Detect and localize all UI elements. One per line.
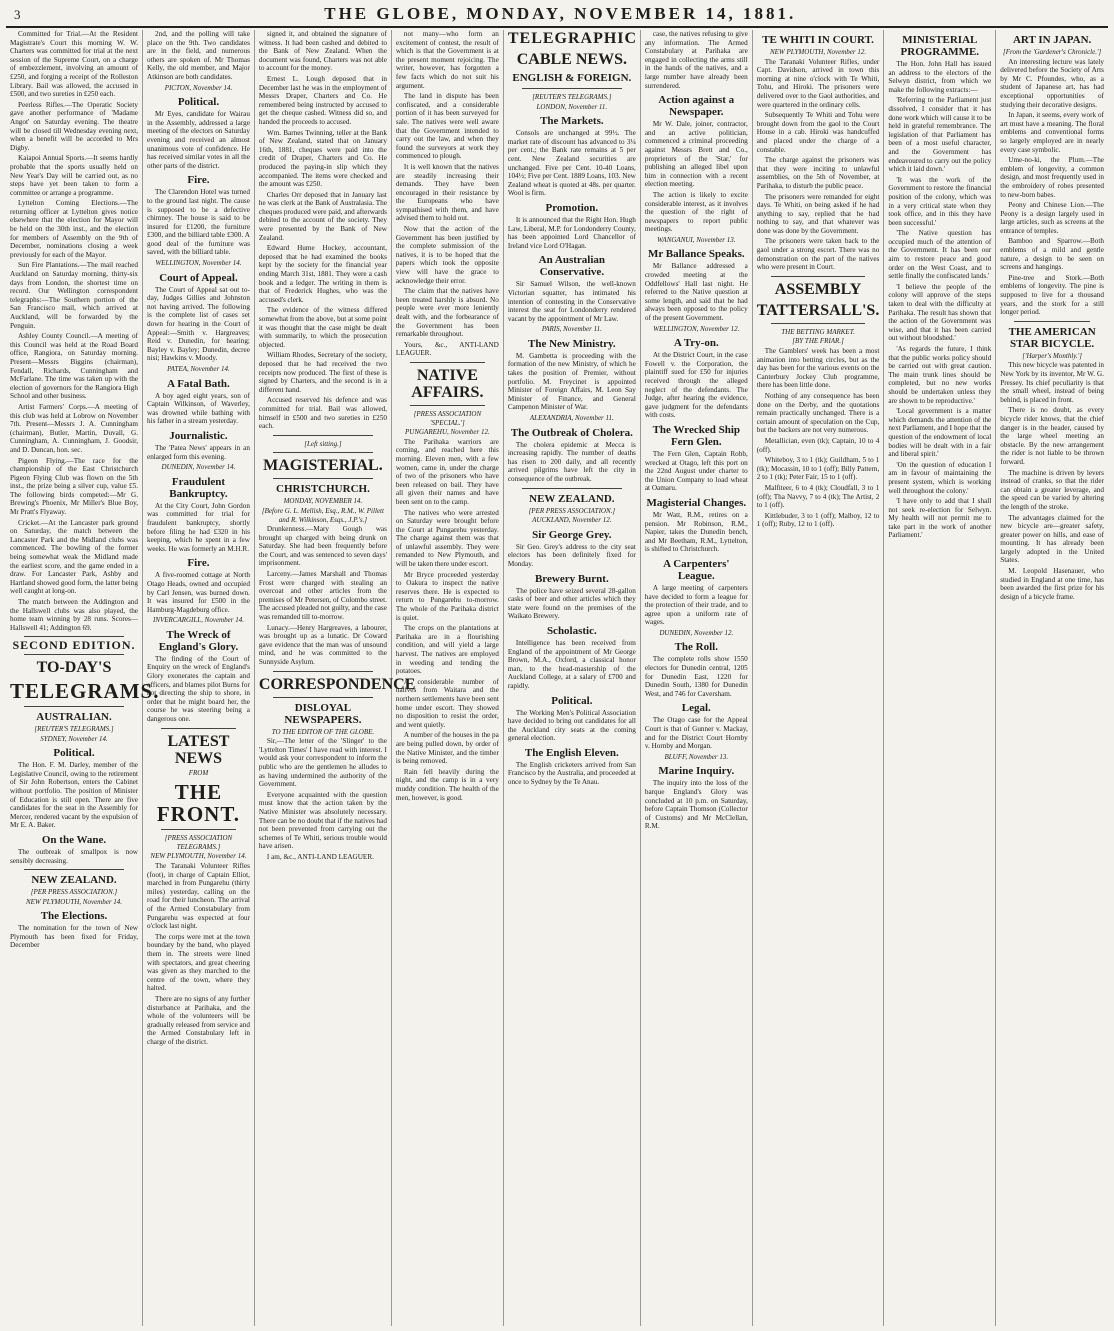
paragraph: Intelligence has been received from England of the appointment of Mr George Brown, M.A., Oxford, a classical honor man, to the head-mastership of the Auckland College, at a salary of £700 and rapidly. — [507, 638, 636, 690]
paragraph: The action is likely to excite considerable interest, as it involves the question of the right of newspapers to report public meetings. — [644, 190, 748, 234]
paragraph: The Taranaki Volunteer Rifles (foot), in charge of Captain Elliot, marched in from Pungarehu (thirty miles) yesterday, calling on the road for their luncheon. The arrival of the Armed Constabulary from Pungarehu was expected at four o'clock last night. — [147, 862, 250, 931]
paragraph: At the District Court, in the case Fowell v. the Corporation, the plaintiff sued for £50 for injuries received through the alleged neglect of the defendants. The Judge, after hearing the evidence, gave judgment for the defendants with costs. — [644, 351, 748, 420]
paragraph: Cricket.—At the Lancaster park ground on Saturday, the match between the Lancaster Park and the Midland clubs was commenced. The bowling of the former being somewhat weak the Midland made the earliest score, and the game ended in a draw. For Lancaster Park, Ashby and Hartland showed good form, the latter being well caught at long-on. — [10, 518, 138, 596]
paragraph: Malfiteer, 6 to 4 (tk); Cloudfall, 3 to 1 (off); Tha Navvy, 7 to 4 (tk); The Artist, 2 to 1 (off). — [756, 483, 880, 510]
column-2 — [143, 30, 255, 1326]
paragraph: M. Gambetta is proceeding with the formation of the new Ministry, of which he takes the position of Premier, without portfolio. M. Freycinet is appointed Minister of Foreign Affairs, M. Leon Say Minister of Finance, and General Campenon Minister of War. — [507, 351, 636, 412]
dateline: ['Harper's Monthly.'] — [1022, 351, 1082, 360]
paragraph: I am, &c., ANTI-LAND LEAGUER. — [266, 852, 374, 861]
paragraph: At the City Court, John Gordon was committed for trial for fraudulent bankruptcy, shortly before filing he had £320 in his keeping, which he spent in a few weeks. He was formerly an M.H.R. — [147, 501, 250, 553]
paragraph: Accused reserved his defence and was committed for trial. Bail was allowed, himself in £500 and two sureties in £250 each. — [258, 396, 387, 431]
column-rule — [24, 869, 124, 870]
paragraph: The land in dispute has been confiscated, and a considerable portion of it has been surveyed for sale. The natives were well aware that the Government intended to carry out the law, and when they found the surveyors at work they commenced to plough. — [395, 92, 499, 161]
section-heading: ASSEMBLY — [774, 280, 862, 298]
column-rule — [161, 829, 236, 830]
subheading: Scholastic. — [546, 624, 597, 637]
paragraph: The Court of Appeal sat out to-day, Judges Gillies and Johnston not having arrived. The following is the complete list of cases set down for hearing in the Court of Appeal:—Smith v. Hargreaves; Reid v. Dunedin, for hearing; Bayley v. Bayley; Dunedin, decree nisi; Hawkins v. Moody. — [147, 285, 250, 363]
dateline: [REUTER'S TELEGRAMS.] — [532, 93, 612, 101]
column-rule — [522, 88, 622, 89]
subheading: DISLOYAL NEWSPAPERS. — [284, 701, 362, 726]
dateline: DUNEDIN, November 14. — [161, 463, 236, 472]
paragraph: Wm. Barnes Twinning, teller at the Bank of New Zealand, stated that on January 16th, 1881, cheques were paid into the credit of Draper, Charters and Co. He produced the paying-in slip which they accompanied. The items were checked and the amount was £250. — [258, 128, 387, 189]
paragraph: The English cricketers arrived from San Francisco by the Australia, and proceeded at once to Sydney by the Te Anau. — [507, 760, 636, 787]
column-rule — [24, 706, 124, 707]
subheading: The Wrecked Ship Fern Glen. — [652, 423, 741, 448]
paragraph: Sun Fire Plantations.—The mail reached Auckland on Saturday morning, thirty-six days from London, the shortest time on record. Our Wellington correspondent telegraphs:—The Southern portion of the San Francisco mail, which arrived at Auckland, will be forwarded by the Penguin. — [10, 261, 138, 330]
paragraph: Rain fell heavily during the night, and the camp is in a very muddy condition. The health of the men, however, is good. — [395, 767, 499, 802]
paragraph: William Rhodes, Secretary of the society, deposed that he had received the two receipts now produced. The first of these is signed by Charters, and the second is in a different hand. — [258, 351, 387, 394]
column-8 — [884, 30, 996, 1326]
paragraph: Peerless Rifles.—The Operatic Society gave another performance of 'Madame Angot' on Saturday evening. The theatre will be closed till Wednesday evening next, when a benefit will be accorded to Mrs Digby. — [10, 100, 138, 152]
subheading: Court of Appeal. — [159, 271, 238, 284]
paragraph: This new bicycle was patented in New York by its inventor, Mr W. G. Pressey. Its chief peculiarity is that the small wheel, instead of being behind, is placed in front. — [1000, 361, 1104, 404]
paragraph: The inquiry into the loss of the barque England's Glory was concluded at 10 p.m. on Saturday, before Captain Thomson (Collector of Customs) and Mr McClellan, R.M. — [644, 779, 748, 831]
dateline: PARIS, November 11. — [541, 325, 602, 334]
subheading: MINISTERIAL PROGRAMME. — [900, 34, 980, 58]
dateline: INVERCARGILL, November 14. — [152, 616, 244, 625]
subheading: NEW ZEALAND. — [529, 492, 615, 505]
subheading: Legal. — [681, 702, 711, 715]
subheading: A Fatal Bath. — [167, 377, 230, 390]
paragraph: Consols are unchanged at 99½. The market rate of discount has advanced to 3¼ per cent.; the Bank rate remains at 5 per cent. New Zealand securities are unchanged. Five per Cent. 10-40 Loans, 104½; Five per Cent. 1889 Loans, 103. New Zealand wheat is quoted at 48s. per quarter. Wool is firm. — [507, 129, 636, 198]
subheading: Journalistic. — [169, 429, 228, 442]
dateline: [PRESS ASSOCIATION TELEGRAMS.] — [164, 834, 233, 851]
column-rule — [1014, 321, 1090, 322]
paragraph: The police have seized several 28-gallon casks of beer and other articles which they state were found on the premises of the Waikato Brewery. — [507, 586, 636, 621]
telegraphic-heading: TELEGRAPHIC — [507, 30, 638, 47]
paragraph: Kittlebuder, 3 to 1 (off); Malboy, 12 to 1 (off); Ruby, 12 to 1 (off). — [756, 511, 880, 529]
paragraph: Ashley County Council.—A meeting of this Council was held at the Road Board office, Rangiora, on Saturday morning. Present—Messrs Biggins (chairman), Fendall, Richards, Cunningham and McFarlane. The time was taken up with the election of governors for the Rangiora High School and other business. — [10, 332, 138, 401]
section-heading: CABLE NEWS. — [516, 51, 627, 68]
page-number: 3 — [14, 7, 21, 22]
section-heading-large: THE FRONT. — [156, 780, 241, 827]
column-rule — [273, 478, 373, 479]
column-1 — [6, 30, 160, 1326]
paragraph: The match between the Addington and the Hallswell clubs was also played, the home team winning by 28 runs. Scores—Hallswell 41; Addington 69. — [10, 598, 138, 632]
paragraph: 'On the question of education I am in favour of maintaining the present system, which is working well throughout the colony.' — [888, 460, 992, 495]
subheading: THE AMERICAN STAR BICYCLE. — [1008, 325, 1096, 350]
column-rule — [24, 654, 124, 655]
dateline: SYDNEY, November 14. — [40, 734, 108, 743]
paragraph: Sir Samuel Wilson, the well-known Victorian squatter, has intimated his intention of contesting in the Conservative interest the seat for Londonderry rendered vacant by the appointment of Mr Law. — [507, 280, 636, 323]
column-rule — [410, 362, 485, 363]
dateline: [BY THE FRIAR.] — [792, 337, 844, 346]
paragraph: Kaiapoi Annual Sports.—It seems hardly probable that the sports usually held on New Year's Day will be carried out, as no steps have yet been taken to form a committee or arrange a programme. — [10, 154, 138, 197]
paragraph: There is no doubt, as every bicycle rider knows, that the chief danger is in the header, caused by the large wheel meeting an obstacle. By the new arrangement the rider is not liable to be thrown forward. — [1000, 406, 1104, 466]
paragraph: 'I believe the people of the colony will approve of the steps taken to deal with the difficulty at Parihaka. The result has shown that the action of the Government was wise, and that it has been carried out without bloodshed.' — [888, 282, 992, 343]
subheading: The Elections. — [40, 910, 108, 923]
paragraph: Nothing of any consequence has been done on the Derby, and the quotations remain practically unchanged. There is a certain amount of speculation on the Cup, but the backers are not very numerous. — [756, 392, 880, 435]
section-heading: NATIVE AFFAIRS. — [411, 366, 484, 401]
paragraph: The crops on the plantations at Parihaka are in a flourishing condition, and will yield a large harvest. The natives are employed in weeding and tending the potatoes. — [395, 624, 499, 676]
paragraph: The outbreak of smallpox is now sensibly decreasing. — [10, 847, 138, 865]
subheading: The Outbreak of Cholera. — [510, 426, 633, 439]
paragraph: Mr W. Dale, joiner, contractor, and an active politician, commenced a criminal proceeding against Messrs Brett and Co., proprietors of the 'Star,' for publishing an alleged libel upon him in connection with a recent election meeting. — [644, 120, 748, 189]
subheading: Sir George Grey. — [532, 528, 612, 541]
subheading: Promotion. — [545, 201, 599, 214]
paragraph: Sir,—The letter of the 'Slinger' to the 'Lyttelton Times' I have read with interest. I would ask your correspondent to inform the public who are the gentlemen he alludes to as having undermined the authority of the Government. — [258, 737, 387, 789]
column-6 — [641, 30, 753, 1326]
column-3 — [255, 30, 416, 1326]
paragraph: The prisoners were remanded for eight days. Te Whiti, on being asked if he had anything to say, replied that he had nothing to say, and that whatever was done was done by the Government. — [756, 192, 880, 235]
paragraph: Sir Geo. Grey's address to the city seat electors has been definitely fixed for Monday. — [507, 542, 636, 568]
paragraph: Ume-no-ki, the Plum.—The emblem of longevity, a common design, and most frequently used in the embroidery of robes presented to new-born babes. — [1000, 156, 1104, 199]
subheading: Fire. — [187, 174, 210, 187]
column-rule — [410, 405, 485, 406]
dateline: [Before G. L. Mellish, Esq., R.M., W. Pillett and R. Wilkinson, Esqs., J.P.'s.] — [261, 506, 384, 524]
section-heading: TATTERSALL'S. — [756, 301, 880, 319]
paragraph: The Taranaki Volunteer Rifles, under Capt. Davidson, arrived in town this morning at nine o'clock with Te Whiti, Tohu, and Hiroki. The prisoners were delivered over to the Gaol authorities, and were quartered in the ordinary cells. — [756, 57, 880, 109]
subheading: Political. — [53, 747, 95, 760]
subheading: ART IN JAPAN. — [1012, 34, 1092, 46]
newspaper-page — [6, 4, 1108, 1326]
subheading: Political. — [177, 96, 220, 109]
subheading: The New Ministry. — [527, 337, 616, 350]
column-rule — [273, 697, 373, 698]
subheading: An Australian Conservative. — [538, 254, 605, 279]
subheading: The Wreck of England's Glory. — [158, 628, 239, 653]
paragraph: The corps were met at the town boundary by the band, who played them in. The streets were lined with spectators, and great cheering was given as they marched to the centre of the town, where they halted. — [147, 932, 250, 993]
paragraph: The Hon. John Hall has issued an address to the electors of the Selwyn district, from which we make the following extracts:— — [888, 60, 992, 94]
paragraph: It is well known that the natives are steadily increasing their demands. They have been encouraged in their resistance by the Europeans who have sympathised with them, and have advised them to hold out. — [395, 162, 499, 223]
paragraph: The finding of the Court of Enquiry on the wreck of England's Glory exonerates the captain and officers, and blames pilot Burns for not directing the ship to shore, in order that he might board her, the course he was steering being a dangerous one. — [147, 654, 250, 724]
paragraph: The cholera epidemic at Mecca is increasing rapidly. The number of deaths has risen to 200 daily, and all recently arrived pilgrims have left the city in consequence of the outbreak. — [507, 440, 636, 483]
paragraph: Yours, &c., ANTI-LAND LEAGUER. — [395, 340, 499, 358]
paragraph: Mr Eyes, candidate for Wairau in the Assembly, addressed a large meeting of the electors on Saturday evening and received an almost unanimous vote of confidence. He has received similar votes in all the other parts of the district. — [147, 110, 250, 170]
paragraph: A boy aged eight years, son of Captain Wilkinson, of Waverley, was drowned while bathing with his father in a stream yesterday. — [147, 391, 250, 426]
dateline: [PER PRESS ASSOCIATION.] — [30, 888, 118, 897]
subheading: AUSTRALIAN. — [36, 710, 112, 723]
section-heading: CORRESPONDENCE — [258, 675, 416, 693]
dateline: WELLINGTON, November 12. — [653, 324, 740, 333]
paragraph: Whiteboy, 3 to 1 (tk); Guildham, 5 to 1 (tk); Mocassin, 10 to 1 (off); Billy Pattern, 2 to 1 (tk); Peter Fair, 15 to 1 (off). — [756, 456, 880, 482]
subheading: A Carpenters' League. — [663, 557, 730, 582]
dateline: ALEXANDRIA, November 11. — [529, 414, 614, 423]
subheading: CHRISTCHURCH. — [276, 483, 370, 496]
subheading: Action against a Newspaper. — [658, 94, 735, 119]
column-rule — [24, 636, 124, 637]
paragraph: The evidence of the witness differed somewhat from the above, but at some point it was thought that the case might be dealt with summarily, to which the prosecution objected. — [258, 306, 387, 349]
subheading: The Roll. — [674, 641, 718, 654]
paragraph: M. Leopold Hasenauer, who studied in England at one time, has been awarded the first prize for his design of a bicycle frame. — [1000, 567, 1104, 601]
paragraph: In Japan, it seems, every work of art must have a meaning. The floral emblems and conventional forms so largely employed are in nearly every case symbolic. — [1000, 111, 1104, 154]
paragraph: Committed for Trial.—At the Resident Magistrate's Court this morning W. W. Charters was committed for trial at the next session of the Supreme Court, on a charge of embezzlement, involving an amount of £250, and forging a receipt of the Rolleston Library. Bail was allowed, the accused in £500, and two sureties in £250 each. — [10, 30, 138, 99]
subheading: The English Eleven. — [524, 746, 619, 759]
paragraph: Mr Bryce proceeded yesterday to Oakura to inspect the native reserves there. He is expected to return to Pungarehu to-morrow. The whole of the Parihaka district is quiet. — [395, 570, 499, 622]
dateline: MONDAY, NOVEMBER 14. — [283, 497, 363, 506]
column-rule — [771, 323, 866, 324]
paragraph: Pine-tree and Stork.—Both emblems of longevity. The pine is supposed to live for a thousand years, and the stork for a still longer period. — [1000, 273, 1104, 317]
paragraph: A number of the houses in the pa are being pulled down, by order of the Native Minister, and the timber is being removed. — [395, 731, 499, 766]
paragraph: 'It was the work of the Government to restore the financial position of the colony, which was in a very critical state when they took office, and in this they have been successful.' — [888, 175, 992, 227]
paragraph: not many—who form an excitement of contest, the result of which is that the Government is at the present moment rejoicing. The writer, however, has forgotten a few facts which do not suit his argument. — [395, 30, 499, 90]
paragraph: A large meeting of carpenters have decided to form a league for the protection of their trade, and to agree upon a uniform rate of wages. — [644, 583, 748, 627]
section-heading: MAGISTERIAL. — [263, 457, 383, 475]
dateline: PUNGAREHU, November 12. — [405, 428, 490, 437]
paragraph: Metallician, even (tk); Captain, 10 to 4 (off). — [756, 436, 880, 454]
paragraph: An interesting lecture was lately delivered before the Society of Arts by Mr C. Pfoundes, who, as a student of Japanese art, has had exceptional opportunities of studying their decorative designs. — [1000, 57, 1104, 109]
paragraph: 'I have only to add that I shall not seek re-election for Selwyn. My health will not permit me to take part in the work of another Parliament.' — [888, 497, 992, 540]
paragraph: The claim that the natives have been treated harshly is absurd. No people were ever more leniently dealt with, and the forbearance of the Government has been remarkable throughout. — [395, 287, 499, 339]
dateline: WANGANUI, November 13. — [657, 235, 736, 244]
subheading: ENGLISH & FOREIGN. — [512, 72, 632, 84]
subheading: TE WHITI IN COURT. — [762, 34, 874, 46]
paragraph: The charge against the prisoners was that they were inciting to unlawful assemblies, on the 5th of November, at Parihaka, to disturb the public peace. — [756, 156, 880, 190]
subheading: Fraudulent Bankruptcy. — [169, 475, 228, 500]
edition-heading: SECOND EDITION. — [12, 638, 136, 653]
column-7 — [753, 30, 885, 1326]
subheading: Political. — [551, 694, 593, 707]
paragraph: A considerable number of natives from Waitara and the northern settlements have been sent home under escort. They showed no disposition to resist the order, and went quietly. — [395, 677, 499, 729]
section-heading: TO-DAY'S — [36, 658, 112, 676]
paragraph: The natives who were arrested on Saturday were brought before the Court at Pungarehu yesterday. The charge against them was that of unlawful assembly. They were remanded to New Plymouth, and will be taken there under escort. — [395, 508, 499, 569]
paragraph: The complete rolls show 1550 electors for Dunedin central, 1205 for Dunedin East, 1220 for Dunedin South, 1380 for Dunedin West, and 746 for Caversham. — [644, 655, 748, 698]
column-rule — [161, 728, 236, 729]
paragraph: Now that the action of the Government has been justified by the complete submission of the natives, it is to be hoped that the papers which took the opposite view will have the grace to acknowledge their error. — [395, 225, 499, 285]
paragraph: Lyttelton Coming Elections.—The returning officer at Lyttelton gives notice elsewhere that the election for Mayor will be held on the 30th inst., and the election for members of Assembly on the 9th of December, nominations closing a week previously for each of the Mayor. — [10, 199, 138, 259]
subheading: NEW ZEALAND. — [31, 874, 117, 887]
paragraph: Larceny.—James Marshall and Thomas Frost were charged with stealing an overcoat and other articles from the premises of Mr Petersen, of Colombo street. The accused pleaded not guilty, and the case was remanded till to-morrow. — [258, 570, 387, 622]
paragraph: There are no signs of any further disturbance at Parihaka, and the whole of the volunteers will be gradually released from service and the Armed Constabulary left in charge of the district. — [147, 994, 250, 1046]
paragraph: 'Referring to the Parliament just dissolved, I consider that it has done work which will cause it to be held in grateful remembrance. The legislation of that Parliament has been of a most useful character, and the Government has endeavoured to carry out the policy which it laid down.' — [888, 96, 992, 174]
subheading: Marine Inquiry. — [658, 765, 735, 778]
paragraph: The Gamblers' week has been a most animation into betting circles, but as the day has been for the various events on the Canterbury Jockey Club programme, there has been little done. — [756, 347, 880, 390]
paragraph: Pigeon Flying.—The race for the championship of the East Christchurch Pigeon Flying Club was flown on the 5th inst., the prize being a silver cup, value £5. The following birds competed:—Mr G. Brewing's Phoenix, Mr Miller's Blue Boy, Mr Pratt's Flyaway. — [10, 456, 138, 517]
paragraph: Drunkenness.—Mary Gough was brought up charged with being drunk on Saturday. She had been frequently before the Court, and was sentenced to seven days' imprisonment. — [258, 525, 387, 568]
paragraph: Bamboo and Sparrow.—Both emblems of a mild and gentle nature, a design to be seen on screens and hangings. — [1000, 237, 1104, 272]
paragraph: The advantages claimed for the new bicycle are—greater safety, greater power on hills, and ease of mounting. It has already been largely adopted in the United States. — [1000, 513, 1104, 565]
subheading: Fire. — [187, 557, 210, 570]
dateline: THE BETTING MARKET. — [781, 327, 855, 336]
column-rule — [273, 452, 373, 453]
dateline: WELLINGTON, November 14. — [155, 259, 242, 268]
dateline: [PRESS ASSOCIATION 'SPECIAL.'] — [413, 409, 482, 427]
columns-container — [6, 30, 1108, 1326]
dateline: [Left sitting.] — [304, 439, 342, 448]
dateline: BLUFF, November 13. — [664, 752, 729, 761]
paragraph: A five-roomed cottage at North Otago Heads, owned and occupied by Carl Jensen, was burned down. It was insured for £500 in the Hamburg-Magdeburg office. — [147, 571, 250, 614]
dateline: PICTON, November 14. — [164, 83, 233, 92]
paragraph: 'The Native question has occupied much of the attention of the Government. It has been our aim to restore peace and good order on the West Coast, and to settle finally the confiscated lands.' — [888, 229, 992, 281]
paragraph: The Hon. F. M. Darley, member of the Legislative Council, owing to the retirement of Sir John Robertson, enters the Cabinet without portfolio. The position of Minister of Education is still open. There are five candidates for the seat in the Assembly for Mercer, rendered vacant by the expulsion of Mr E. A. Baker. — [10, 761, 138, 830]
subheading: Brewery Burnt. — [534, 572, 609, 585]
paragraph: Mr Ballance addressed a crowded meeting at the Oddfellows' Hall last night. He referred to the Native question at some length, and said that he had always been opposed to the policy of the present Government. — [644, 262, 748, 323]
subheading: The Markets. — [540, 115, 604, 128]
paragraph: Peony and Chinese Lion.—The Peony is a design largely used in large articles, such as screens at the entrance of temples. — [1000, 201, 1104, 235]
dateline: [From the 'Gardener's Chronicle.'] — [1003, 48, 1102, 56]
paragraph: signed it, and obtained the signature of witness. It had been cashed and debited to the Bank of New Zealand. When the document was found, Charters was not able to account for the money. — [258, 30, 387, 73]
dateline: DUNEDIN, November 12. — [659, 628, 734, 637]
subheading: Magisterial Changes. — [646, 496, 747, 509]
column-rule — [273, 435, 373, 436]
column-4 — [392, 30, 504, 1326]
paragraph: 'Local government is a matter which demands the attention of the next Parliament, and I hope that the question of the endowment of local bodies will be dealt with in a fair and liberal spirit.' — [888, 407, 992, 459]
dateline: AUCKLAND, November 12. — [532, 516, 612, 525]
paragraph: case, the natives refusing to give any information. The Armed Constabulary at Parihaka are engaged in collecting the arms still in the hands of the natives, and a large number have already been surrendered. — [644, 30, 748, 90]
column-rule — [771, 276, 866, 277]
subheading: A Try-on. — [673, 337, 719, 350]
masthead — [6, 4, 1108, 28]
dateline: PATEA, November 14. — [167, 365, 230, 373]
paragraph: The nomination for the town of New Plymouth has been fixed for Friday, December — [10, 924, 138, 950]
paragraph: The Fern Glen, Captain Robb, wrecked at Otago, left this port on the 22nd August under charter to the Union Company to load wheat at Oamaru. — [644, 449, 748, 493]
paragraph: Mr Watt, R.M., retires on a pension. Mr Robinson, R.M., Napier, takes the Dunedin bench, and Mr Beetham, R.M., Lyttelton, is shifted to Christchurch. — [644, 510, 748, 554]
dateline: TO THE EDITOR OF THE GLOBE. — [271, 727, 375, 736]
paragraph: The Working Men's Political Association have decided to bring out candidates for all the Auckland city seats at the coming general election. — [507, 708, 636, 743]
column-9 — [996, 30, 1108, 1326]
paragraph: Artist Farmers' Corps.—A meeting of this club was held at Lobrow on November 7th. Present—Messrs J. A. Cunningham (chairman), Butler, Martin, Duvall, G. Cunningham, A. Cunningham, J. Goodsir, and D. Duncan, hon. sec. — [10, 402, 138, 454]
paragraph: Charles Orr deposed that in January last he was clerk at the Bank of Australasia. The cheques produced were paid, and afterwards debited to the account of the society. They were presented by the Bank of New Zealand. — [258, 190, 387, 242]
subheading: On the Wane. — [41, 833, 107, 846]
subheading: Mr Ballance Speaks. — [647, 248, 745, 261]
paragraph: 'As regards the future, I think that the public works policy should be carried out with great caution. The main trunk lines should be completed, but no new works should be undertaken unless they are shown to be reproductive.' — [888, 345, 992, 405]
paragraph: 2nd, and the polling will take place on the 9th. Two candidates are in the field, and numerous others are spoken of. Mr Thomas Kelly, the old member, and Major Atkinson are both candidates. — [147, 30, 250, 81]
column-5 — [504, 30, 641, 1326]
paragraph: It is announced that the Right Hon. Hugh Law, Liberal, M.P. for Londonderry County, has been appointed Lord Chancellor of Ireland vice Lord O'Hagan. — [507, 215, 636, 250]
paragraph: Everyone acquainted with the question must know that the action taken by the Native Minister was absolutely necessary. There can be no doubt that if the natives had not been prevented from carrying out the schemes of Te Whiti, serious trouble would have arisen. — [258, 790, 387, 851]
paragraph: Subsequently Te Whiti and Tohu were brought down from the gaol to the Court House in a cab. Hiroki was handcuffed and placed under the charge of a constable. — [756, 111, 880, 154]
paragraph: Edward Hume Hockey, accountant, deposed that he had examined the books kept by the society for the financial year ending March 31st, 1881. They were a cash book and a ledger. The writing in them is that of Frederick Hughes, who was the accused's clerk. — [258, 244, 387, 304]
paragraph: The Otago case for the Appeal Court is that of Gunner v. Mackay, and for the District Court Hornby v. Hornby and Morgan. — [644, 716, 748, 751]
paragraph: The Clarendon Hotel was turned to the ground last night. The cause is supposed to be a defective chimney. The house is said to be insured for £1200, the furniture £300, and the billiard table £300. A good deal of the furniture was saved, with the billiard table. — [147, 188, 250, 257]
column-rule — [522, 488, 622, 489]
dateline: NEW PLYMOUTH, November 14. — [25, 897, 123, 906]
paragraph: The 'Patea News' appears in an enlarged form this evening. — [147, 443, 250, 461]
paper-title: THE GLOBE, MONDAY, NOVEMBER 14, 1881. — [324, 4, 797, 23]
paragraph: Ernest L. Lough deposed that in December last he was in the employment of Messrs Draper, Charters and Co. He remembered being instructed by accused to get the cheque cashed. Witness did so, and handed the proceeds to accused. — [258, 74, 387, 126]
dateline: LONDON, November 11. — [536, 102, 608, 111]
dateline: [PER PRESS ASSOCIATION.] — [528, 506, 616, 515]
paragraph: The prisoners were taken back to the gaol under a strong escort. There was no demonstration on the part of the natives who were present in Court. — [756, 237, 880, 272]
section-heading: LATEST NEWS — [167, 732, 230, 767]
paragraph: The machine is driven by levers instead of cranks, so that the rider can obtain a greater leverage, and the speed can be varied by altering the length of the stroke. — [1000, 468, 1104, 511]
column-rule — [273, 671, 373, 672]
dateline: NEW PLYMOUTH, November 14. — [150, 852, 247, 861]
dateline: FROM — [188, 768, 209, 777]
dateline: NEW PLYMOUTH, November 12. — [769, 48, 867, 56]
dateline: [REUTER'S TELEGRAMS.] — [34, 724, 114, 733]
paragraph: Lunacy.—Henry Hargreaves, a labourer, was brought up as a lunatic. Dr Coward gave evidence that the man was of unsound mind, and he was committed to the Sunnyside Asylum. — [258, 623, 387, 666]
paragraph: The Parihaka warriors are coming, and reached here this morning. Eleven men, with a few women, came in, under the charge of two of the prisoners who have been released on bail. They have all given their names and have been sent on to the camp. — [395, 437, 499, 506]
section-heading-large: TELEGRAMS. — [10, 678, 160, 703]
